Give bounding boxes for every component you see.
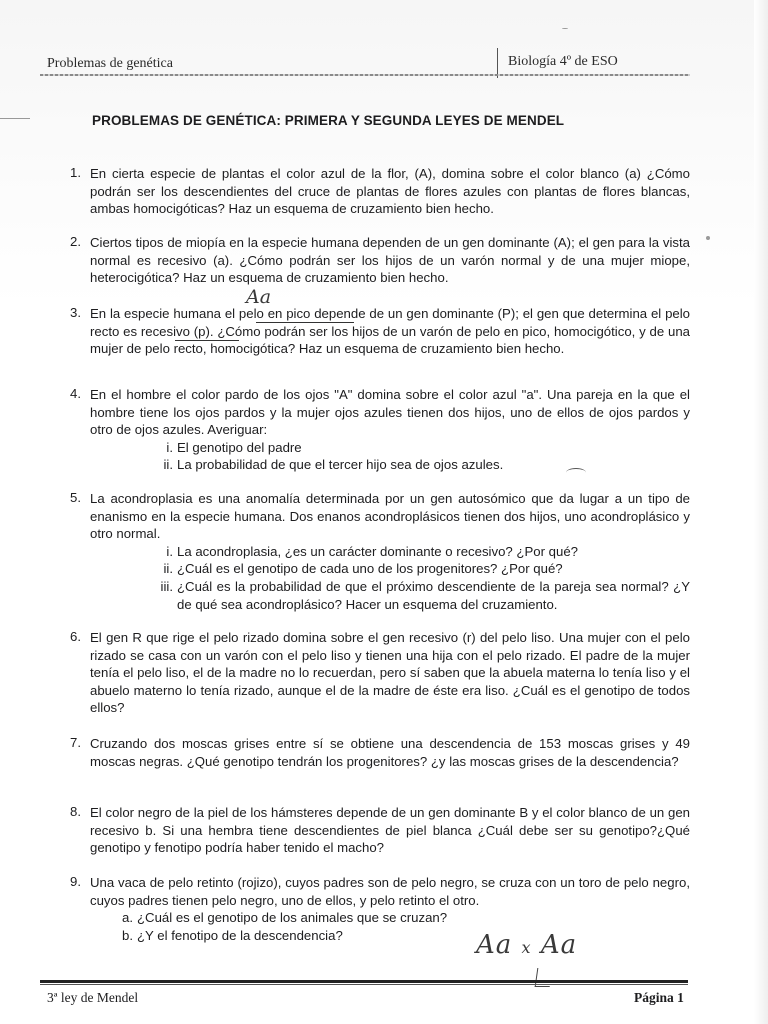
- margin-mark: [0, 118, 30, 119]
- problem-number: 9.: [70, 874, 81, 889]
- sub-item-text: ¿Cuál es el genotipo de cada uno de los progenitores? ¿Por qué?: [177, 561, 563, 577]
- sub-item-marker: a.: [122, 910, 133, 926]
- problem-number: 4.: [70, 386, 81, 401]
- pen-mark: [566, 468, 586, 477]
- problem-2: [70, 234, 690, 287]
- sub-item-text: ¿Cuál es el genotipo de los animales que se cruzan?: [137, 910, 448, 926]
- sub-item: [160, 578, 690, 613]
- scan-speck: [562, 28, 568, 29]
- sub-item-list: [70, 543, 690, 613]
- header-right-text: Biología 4º de ESO: [508, 54, 618, 69]
- problem-text: El color negro de la piel de los hámsteres depende de un gen dominante B y el color blanco de un gen recesivo b. Si una hembra tiene descendientes de piel blanca ¿Cuál debe ser su genotipo?¿Qué genotipo y fenotipo podría haber tenido el macho?: [90, 805, 690, 856]
- problem-text: En la especie humana el pelo en pico depende de un gen dominante (P); el gen que determina el pelo recto es recesivo (p). ¿Cómo podrán ser los hijos de un varón de pelo en pico, homocigótico, y de una mujer de pelo recto, homocigótica? Haz un esquema de cruzamiento bien hecho.: [90, 306, 690, 357]
- problem-1: [70, 165, 690, 218]
- problem-text: Ciertos tipos de miopía en la especie humana dependen de un gen dominante (A); el gen para la vista normal es recesivo (a). ¿Cómo podrán ser los hijos de un varón normal y de una mujer miope, heterocigótica? Haz un esquema de cruzamiento bien hecho.: [90, 235, 690, 286]
- sub-item-marker: ii.: [163, 561, 173, 577]
- sub-item-text: La acondroplasia, ¿es un carácter dominante o recesivo? ¿Por qué?: [177, 543, 578, 559]
- sub-item-marker: i.: [166, 439, 173, 455]
- problem-text: En cierta especie de plantas el color azul de la flor, (A), domina sobre el color blanco (a) ¿Cómo podrán ser los descendientes del cruce de plantas de flores azules con plantas de flores blancas, ambas homocigóticas? Haz un esquema de cruzamiento bien hecho.: [90, 166, 690, 217]
- problem-number: 1.: [70, 165, 81, 180]
- problem-3: [70, 305, 690, 358]
- document-title: PROBLEMAS DE GENÉTICA: PRIMERA Y SEGUNDA LEYES DE MENDEL: [92, 113, 565, 128]
- sub-item: [166, 543, 690, 561]
- scan-speck: [706, 236, 710, 240]
- sub-item: [163, 560, 690, 578]
- handwritten-genotype: Aa: [476, 930, 513, 960]
- sub-item: [163, 456, 690, 474]
- sub-item-marker: ii.: [163, 457, 173, 473]
- footer-left-text: 3ª ley de Mendel: [47, 990, 139, 1005]
- problem-4: [70, 386, 690, 474]
- header-left-text: Problemas de genética: [47, 56, 173, 71]
- problem-number: 8.: [70, 804, 81, 819]
- problem-text: El gen R que rige el pelo rizado domina sobre el gen recesivo (r) del pelo liso. Una mujer con el pelo rizado se casa con un varón con el pelo liso y tienen una hija con el pelo rizado. El padre de la mujer tenía el pelo liso, el de la madre no lo recuerdan, pero sí saben que la abuela materna lo tenía liso y el abuelo materno lo tenía rizado, aunque el de la madre de éste era liso. ¿Cuál es el genotipo de todos ellos?: [90, 630, 690, 716]
- footer-rule: [40, 980, 688, 983]
- sub-item-text: ¿Y el fenotipo de la descendencia?: [137, 927, 343, 943]
- page-edge: [754, 0, 768, 1024]
- sub-item: [166, 439, 690, 457]
- sub-item-list: [70, 909, 690, 944]
- sub-item-marker: i.: [166, 543, 173, 559]
- problem-text: Cruzando dos moscas grises entre sí se obtiene una descendencia de 153 moscas grises y 49 moscas negras. ¿Qué genotipo tendrán los progenitores? ¿y las moscas grises de la descendencia?: [90, 736, 690, 769]
- handwritten-cross-symbol: x: [521, 938, 532, 957]
- problem-6: [70, 629, 690, 717]
- footer-rule-thin: [40, 984, 688, 985]
- problem-number: 6.: [70, 629, 81, 644]
- problem-number: 2.: [70, 234, 81, 249]
- sub-item: [122, 909, 690, 927]
- pen-underline: [256, 322, 354, 323]
- sub-item-text: El genotipo del padre: [177, 439, 302, 455]
- pen-underline: [175, 340, 239, 341]
- handwritten-annotation: Aa: [246, 286, 272, 308]
- problem-number: 7.: [70, 735, 81, 750]
- problem-number: 3.: [70, 305, 81, 320]
- header-rule: [40, 74, 690, 76]
- handwritten-genotype: Aa: [540, 930, 578, 960]
- problem-number: 5.: [70, 490, 81, 505]
- problem-8: [70, 804, 690, 857]
- handwritten-cross: [476, 930, 577, 960]
- sub-item-text: ¿Cuál es la probabilidad de que el próximo descendiente de la pareja sea normal? ¿Y de qué sea acondroplásico? Hacer un esquema del cruzamiento.: [177, 578, 690, 612]
- sub-item: [122, 927, 690, 945]
- sub-item-text: La probabilidad de que el tercer hijo sea de ojos azules.: [177, 457, 504, 473]
- sub-item-marker: iii.: [160, 578, 173, 594]
- problem-9: [70, 874, 690, 944]
- problem-5: [70, 490, 690, 613]
- sub-item-marker: b.: [122, 927, 133, 943]
- problem-text: Una vaca de pelo retinto (rojizo), cuyos padres son de pelo negro, se cruza con un toro de pelo negro, cuyos padres tienen pelo negro, uno de ellos, y pelo retinto el otro.: [90, 875, 690, 908]
- problem-7: [70, 735, 690, 770]
- problem-text: La acondroplasia es una anomalía determinada por un gen autosómico que da lugar a un tipo de enanismo en la especie humana. Dos enanos acondroplásicos tienen dos hijos, uno acondroplásico y otro normal.: [90, 491, 690, 542]
- sub-item-list: [70, 439, 690, 474]
- problem-text: En el hombre el color pardo de los ojos "A" domina sobre el color azul "a". Una pareja en la que el hombre tiene los ojos pardos y la mujer ojos azules tienen dos hijos, uno de ellos de ojos pardos y otro de ojos azules. Averiguar:: [90, 387, 690, 438]
- page-number: Página 1: [634, 990, 684, 1005]
